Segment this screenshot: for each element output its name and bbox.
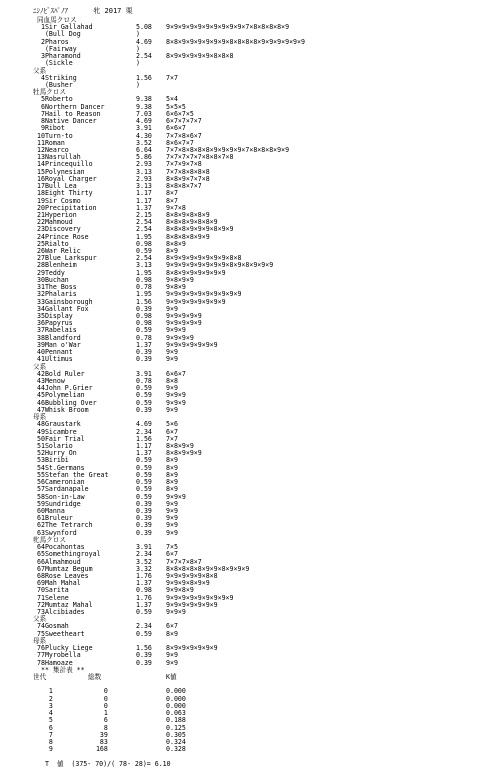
pattern-cell: 9×9×9×9×9×9×9×9×9 bbox=[166, 593, 234, 602]
value-cell: 4.69 bbox=[136, 117, 152, 126]
pattern-cell: 8×7 bbox=[166, 189, 178, 198]
pattern-cell: 8×8×9×9×9×9×9×9 bbox=[166, 268, 226, 277]
pattern-cell: 9×9 bbox=[166, 405, 178, 414]
pattern-cell: 9×9×8×9 bbox=[166, 586, 194, 595]
value-cell: 1.17 bbox=[136, 196, 152, 205]
value-cell: 0.78 bbox=[136, 377, 152, 385]
value-cell: 1.37 bbox=[136, 203, 152, 212]
pattern-cell: 9×9 bbox=[166, 384, 178, 393]
value-cell: 3.52 bbox=[136, 557, 152, 566]
entry-label: ** 集計表 ** bbox=[37, 665, 85, 674]
pattern-cell: 5×6 bbox=[166, 420, 178, 429]
value-cell: 9.38 bbox=[136, 102, 152, 111]
entry-label: 7Hail to Reason bbox=[37, 109, 101, 118]
value-cell: 1.76 bbox=[136, 571, 152, 580]
pattern-cell: 9×9×9×8×9×9 bbox=[166, 579, 210, 588]
entry-label: 43Menow bbox=[37, 377, 65, 385]
count-cell: 168 bbox=[88, 745, 108, 754]
pattern-cell: 9×9 bbox=[166, 528, 178, 537]
entry-label: 26War Relic bbox=[37, 247, 81, 256]
entry-label: (Busher bbox=[37, 80, 73, 89]
entry-label: 6Northern Dancer bbox=[37, 102, 105, 111]
value-cell: 1.56 bbox=[136, 73, 152, 82]
entry-label: 71Selene bbox=[37, 593, 69, 602]
section-label: 牝馬クロス bbox=[33, 535, 66, 544]
pattern-cell: 9×9×9 bbox=[166, 326, 186, 335]
value-cell: ) bbox=[136, 59, 140, 68]
entry-label: 72Mumtaz Mahal bbox=[37, 600, 93, 609]
pattern-cell: 9×9×9×9×9×9×9 bbox=[166, 600, 218, 609]
entry-label: (Sickle bbox=[37, 59, 73, 68]
value-cell: 0.78 bbox=[136, 333, 152, 342]
value-cell: 3.13 bbox=[136, 261, 152, 270]
entry-label: 3Pharamond bbox=[37, 52, 81, 61]
value-cell: 0.39 bbox=[136, 405, 152, 414]
pattern-cell: 7×5 bbox=[166, 543, 178, 552]
entry-label: 78Hamoaze bbox=[37, 658, 73, 667]
value-cell: 2.93 bbox=[136, 160, 152, 169]
entry-label: 6 bbox=[37, 723, 53, 732]
value-cell: 5.86 bbox=[136, 153, 152, 162]
pattern-cell: 8×8×9×7×7×8 bbox=[166, 174, 210, 183]
entry-label: 49Sicambre bbox=[37, 427, 77, 436]
value-cell: 0.39 bbox=[136, 514, 152, 523]
pattern-cell: 6×6×7×5 bbox=[166, 109, 194, 118]
count-cell: 39 bbox=[88, 730, 108, 739]
value-cell: 1.76 bbox=[136, 593, 152, 602]
entry-label: 10Turn-to bbox=[37, 131, 73, 140]
count-cell: 0 bbox=[88, 701, 108, 710]
entry-label: 40Pennant bbox=[37, 348, 73, 357]
count-cell: 総数 bbox=[88, 673, 102, 682]
entry-label: 2Pharos bbox=[37, 37, 69, 46]
value-cell: 2.54 bbox=[136, 254, 152, 263]
pattern-cell: 8×8×8×9×8×8×9 bbox=[166, 218, 218, 227]
value-cell: 1.37 bbox=[136, 579, 152, 588]
value-cell: 0.59 bbox=[136, 384, 152, 393]
entry-label: 62The Tetrarch bbox=[37, 521, 93, 530]
pattern-cell: 9×7×8 bbox=[166, 203, 186, 212]
section-label: 父系 bbox=[33, 66, 47, 75]
pattern-cell: 9×9×9×9×9×9×9×9 bbox=[166, 297, 226, 306]
entry-label: 27Blue Larkspur bbox=[37, 254, 97, 263]
value-cell: 0.98 bbox=[136, 319, 152, 328]
value-cell: 0.39 bbox=[136, 304, 152, 313]
entry-label: 68Rose Leaves bbox=[37, 571, 89, 580]
value-cell: 0.39 bbox=[136, 651, 152, 660]
value-cell: 0.59 bbox=[136, 398, 152, 407]
value-cell: 0.59 bbox=[136, 478, 152, 487]
value-cell: 2.34 bbox=[136, 550, 152, 559]
pattern-cell: 8×8×8×8×8×9×9×8×9×9×9 bbox=[166, 564, 250, 573]
entry-label: (Bull Dog bbox=[37, 30, 81, 39]
value-cell: ) bbox=[136, 30, 140, 39]
pattern-cell: 7×7 bbox=[166, 434, 178, 443]
pattern-cell: 7×7×7×8×7 bbox=[166, 557, 202, 566]
entry-label: 同血馬クロス bbox=[37, 16, 77, 24]
pattern-cell: 9×9×9 bbox=[166, 608, 186, 617]
entry-label: 16Royal Charger bbox=[37, 174, 97, 183]
entry-label: 46Bubbling Over bbox=[37, 398, 97, 407]
section-label: 母系 bbox=[33, 413, 47, 422]
entry-label: 2 bbox=[37, 694, 53, 703]
pattern-cell: 8×8×9×9×9×9×9×9×8×8×8×8×9×9×9×9×9×9 bbox=[166, 37, 305, 46]
entry-label: 36Papyrus bbox=[37, 319, 73, 328]
value-cell: 0.39 bbox=[136, 521, 152, 530]
pattern-cell: 8×9×9×9×9×9×9 bbox=[166, 644, 218, 653]
pattern-cell: 0.305 bbox=[166, 730, 186, 739]
pattern-cell: 7×7×8×8×8×8 bbox=[166, 167, 210, 176]
value-cell: 0.59 bbox=[136, 470, 152, 479]
value-cell: 1.17 bbox=[136, 189, 152, 198]
value-cell: 0.59 bbox=[136, 463, 152, 472]
entry-label: 73Alcibiades bbox=[37, 608, 85, 617]
pattern-cell: 5×4 bbox=[166, 95, 178, 104]
value-cell: ) bbox=[136, 44, 140, 53]
entry-label: 44John P.Grier bbox=[37, 384, 93, 393]
value-cell: 0.98 bbox=[136, 312, 152, 321]
pattern-cell: 8×9 bbox=[166, 629, 178, 638]
value-cell: 2.93 bbox=[136, 174, 152, 183]
value-cell: 0.59 bbox=[136, 456, 152, 465]
pattern-cell: 9×9×9×9×9×9×9 bbox=[166, 340, 218, 349]
entry-label: 42Bold Ruler bbox=[37, 369, 85, 378]
entry-label: 20Precipitation bbox=[37, 203, 97, 212]
entry-label: 33Gainsborough bbox=[37, 297, 93, 306]
pattern-cell: 0.063 bbox=[166, 709, 186, 718]
value-cell: 3.13 bbox=[136, 167, 152, 176]
entry-label: 75Sweetheart bbox=[37, 629, 85, 638]
pattern-cell: 0.125 bbox=[166, 723, 186, 732]
value-cell: 1.37 bbox=[136, 449, 152, 458]
entry-label: 8Native Dancer bbox=[37, 117, 97, 126]
pattern-cell: 6×6×7 bbox=[166, 124, 186, 133]
value-cell: 3.91 bbox=[136, 124, 152, 133]
pattern-cell: 9×9 bbox=[166, 514, 178, 523]
entry-label: 31The Boss bbox=[37, 283, 77, 292]
pattern-cell: 8×9×9×9×9×9×9×9×8×8 bbox=[166, 254, 242, 263]
value-cell: 2.34 bbox=[136, 622, 152, 631]
entry-label: 65Somethingroyal bbox=[37, 550, 101, 559]
pattern-cell: 0.188 bbox=[166, 716, 186, 725]
pattern-cell: 8×6×7×7 bbox=[166, 138, 194, 147]
value-cell: 3.13 bbox=[136, 182, 152, 191]
value-cell: 3.91 bbox=[136, 369, 152, 378]
pattern-cell: 5×5×5 bbox=[166, 102, 186, 111]
entry-label: 21Hyperion bbox=[37, 210, 77, 219]
entry-label: 1 bbox=[37, 687, 53, 696]
pattern-cell: 0.328 bbox=[166, 745, 186, 754]
pattern-cell: 0.324 bbox=[166, 738, 186, 746]
entry-label: 63Swynford bbox=[37, 528, 77, 537]
section-label: 牡馬クロス bbox=[33, 88, 66, 97]
pattern-cell: 0.000 bbox=[166, 694, 186, 703]
value-cell: 0.39 bbox=[136, 355, 152, 364]
entry-label: (Fairway bbox=[37, 44, 77, 53]
pattern-cell: 9×8×9 bbox=[166, 283, 186, 292]
pattern-cell: 9×9×9 bbox=[166, 391, 186, 400]
value-cell: 2.54 bbox=[136, 225, 152, 234]
value-cell: 4.30 bbox=[136, 131, 152, 140]
entry-label: 38Blandford bbox=[37, 333, 81, 342]
entry-label: 15Polynesian bbox=[37, 167, 85, 176]
pattern-cell: 8×7 bbox=[166, 196, 178, 205]
entry-label: 77Myrobella bbox=[37, 651, 81, 660]
value-cell: 1.37 bbox=[136, 600, 152, 609]
count-cell: 0 bbox=[88, 694, 108, 703]
value-cell: 3.32 bbox=[136, 564, 152, 573]
pattern-cell: 6×7 bbox=[166, 622, 178, 631]
entry-label: 29Teddy bbox=[37, 268, 65, 277]
pattern-cell: 6×7 bbox=[166, 550, 178, 559]
entry-label: 59Sundridge bbox=[37, 499, 81, 508]
entry-label: 39Man o'War bbox=[37, 340, 81, 349]
value-cell: 5.08 bbox=[136, 23, 152, 32]
entry-label: 52Hurry On bbox=[37, 449, 77, 458]
value-cell: 7.03 bbox=[136, 109, 152, 118]
horse-name: ﾆｼﾉﾋﾞｽﾊﾟﾉｱ bbox=[33, 7, 68, 15]
value-cell: 3.91 bbox=[136, 543, 152, 552]
entry-label: 13Nasrullah bbox=[37, 153, 81, 162]
pattern-cell: 9×9×9 bbox=[166, 492, 186, 501]
value-cell: 0.39 bbox=[136, 499, 152, 508]
value-cell: 0.59 bbox=[136, 492, 152, 501]
value-cell: 3.52 bbox=[136, 138, 152, 147]
value-cell: ) bbox=[136, 80, 140, 89]
value-cell: 6.64 bbox=[136, 145, 152, 154]
pattern-cell: 8×8×8×9×9×9×8×9×9 bbox=[166, 225, 234, 234]
value-cell: 0.98 bbox=[136, 275, 152, 284]
value-cell: 0.98 bbox=[136, 586, 152, 595]
value-cell: 9.38 bbox=[136, 95, 152, 104]
pattern-cell: 8×9 bbox=[166, 470, 178, 479]
pattern-cell: 9×9×9×9×9×8×8 bbox=[166, 571, 218, 580]
entry-label: 28Blenheim bbox=[37, 261, 77, 270]
entry-label: 45Polymelian bbox=[37, 391, 85, 400]
entry-label: 51Solario bbox=[37, 441, 73, 450]
value-cell: 0.59 bbox=[136, 326, 152, 335]
entry-label: 25Rialto bbox=[37, 239, 69, 248]
pattern-cell: 9×9 bbox=[166, 348, 178, 357]
pattern-cell: 8×8×8×7×7 bbox=[166, 182, 202, 191]
entry-label: 57Sardanapale bbox=[37, 485, 89, 494]
pattern-cell: 8×8 bbox=[166, 377, 178, 385]
value-cell: 1.17 bbox=[136, 441, 152, 450]
value-cell: 2.34 bbox=[136, 427, 152, 436]
entry-label: 9 bbox=[37, 745, 53, 754]
entry-label: 53Biribi bbox=[37, 456, 69, 465]
entry-label: 17Bull Lea bbox=[37, 182, 77, 191]
entry-label: 5Roberto bbox=[37, 95, 73, 104]
section-label: 父系 bbox=[33, 362, 47, 371]
value-cell: 0.39 bbox=[136, 348, 152, 357]
value-cell: 1.95 bbox=[136, 232, 152, 241]
value-cell: 0.59 bbox=[136, 247, 152, 256]
horse-header bbox=[33, 6, 133, 16]
entry-label: 14Princequillo bbox=[37, 160, 93, 169]
entry-label: 58Son-in-Law bbox=[37, 492, 85, 501]
value-cell: 0.39 bbox=[136, 506, 152, 515]
entry-label: 37Rabelais bbox=[37, 326, 77, 335]
pattern-cell: 8×9 bbox=[166, 247, 178, 256]
pattern-cell: 9×9×9×9×9×9×9×9×8×9×8×9×9×9 bbox=[166, 261, 274, 270]
entry-label: 5 bbox=[37, 716, 53, 725]
entry-label: 3 bbox=[37, 701, 53, 710]
pattern-cell: 9×9 bbox=[166, 506, 178, 515]
entry-label: 30Buchan bbox=[37, 275, 69, 284]
entry-label: 54St.Germans bbox=[37, 463, 85, 472]
section-label: 父系 bbox=[33, 615, 47, 624]
value-cell: 4.69 bbox=[136, 37, 152, 46]
horse-info: 牝 2017 栗 bbox=[93, 7, 133, 15]
value-cell: 0.59 bbox=[136, 629, 152, 638]
entry-label: 64Pocahontas bbox=[37, 543, 85, 552]
entry-label: 1Sir Gallahad bbox=[37, 23, 93, 32]
value-cell: 1.56 bbox=[136, 434, 152, 443]
entry-label: 35Display bbox=[37, 312, 73, 321]
entry-label: 48Graustark bbox=[37, 420, 81, 429]
count-cell: 1 bbox=[88, 709, 108, 718]
entry-label: 4Striking bbox=[37, 73, 77, 82]
value-cell: 2.15 bbox=[136, 210, 152, 219]
pattern-cell: 0.000 bbox=[166, 701, 186, 710]
entry-label: 50Fair Trial bbox=[37, 434, 85, 443]
entry-label: 4 bbox=[37, 709, 53, 718]
entry-label: 12Nearco bbox=[37, 145, 69, 154]
pattern-cell: 8×9 bbox=[166, 456, 178, 465]
section-label: 母系 bbox=[33, 636, 47, 645]
pattern-cell: 9×9×9×9×9×9×9×9×9×9×7×8×8×8×8×9 bbox=[166, 23, 290, 32]
entry-label: 9Ribot bbox=[37, 124, 65, 133]
entry-label: 22Mahmoud bbox=[37, 218, 73, 227]
entry-label: 19Sir Cosmo bbox=[37, 196, 81, 205]
pattern-cell: 7×7 bbox=[166, 73, 178, 82]
pattern-cell: 7×7×8×8×8×8×9×9×9×9×7×8×8×8×9×9 bbox=[166, 145, 290, 154]
pattern-cell: 9×9 bbox=[166, 499, 178, 508]
entry-label: 56Cameronian bbox=[37, 478, 85, 487]
entry-label: 7 bbox=[37, 730, 53, 739]
entry-label: 66Almahmoud bbox=[37, 557, 81, 566]
pattern-cell: 0.000 bbox=[166, 687, 186, 696]
pattern-cell: 7×7×8×6×7 bbox=[166, 131, 202, 140]
value-cell: 0.78 bbox=[136, 283, 152, 292]
pattern-cell: 9×9×9×9×9 bbox=[166, 312, 202, 321]
entry-label: 69Mah Mahal bbox=[37, 579, 81, 588]
entry-label: 74Gosmah bbox=[37, 622, 69, 631]
value-cell: 0.59 bbox=[136, 391, 152, 400]
entry-label: 67Mumtaz Begum bbox=[37, 564, 93, 573]
pattern-cell: 7×7×9×7×8 bbox=[166, 160, 202, 169]
entry-label: 41Ultimus bbox=[37, 355, 73, 364]
pattern-cell: 6×7×7×7×7 bbox=[166, 117, 202, 126]
value-cell: 0.39 bbox=[136, 528, 152, 537]
value-cell: 0.39 bbox=[136, 658, 152, 667]
entry-label: 23Discovery bbox=[37, 225, 81, 234]
entry-label: 18Eight Thirty bbox=[37, 189, 93, 198]
count-cell: 8 bbox=[88, 723, 108, 732]
entry-label: 61Bruleur bbox=[37, 514, 73, 523]
pattern-cell: 7×7×7×7×7×8×8×7×8 bbox=[166, 153, 234, 162]
entry-label: T 値 (375- 70)/( 78- 28)= 6.10 bbox=[37, 759, 171, 768]
entry-label: 24Prince Rose bbox=[37, 232, 89, 241]
count-cell: 0 bbox=[88, 687, 108, 696]
pattern-cell: 8×9×9×9×9×9×8×8×8 bbox=[166, 52, 234, 61]
count-cell: 6 bbox=[88, 716, 108, 725]
value-cell: 0.59 bbox=[136, 485, 152, 494]
value-cell: 1.56 bbox=[136, 297, 152, 306]
entry-label: 34Gallant Fox bbox=[37, 304, 89, 313]
value-cell: 0.59 bbox=[136, 608, 152, 617]
pattern-cell: 8×8×9×9×9 bbox=[166, 449, 202, 458]
entry-label: 76Plucky Liege bbox=[37, 644, 93, 653]
value-cell: 1.37 bbox=[136, 340, 152, 349]
value-cell: 4.69 bbox=[136, 420, 152, 429]
pattern-cell: 9×9 bbox=[166, 355, 178, 364]
pattern-cell: 9×9×9×9×9×9×9×9×9×9 bbox=[166, 290, 242, 299]
pattern-cell: K値 bbox=[166, 673, 177, 682]
entry-label: 32Phalaris bbox=[37, 290, 77, 299]
pattern-cell: 9×9 bbox=[166, 658, 178, 667]
pattern-cell: 9×9×9 bbox=[166, 398, 186, 407]
pattern-cell: 8×9 bbox=[166, 463, 178, 472]
value-cell: 1.95 bbox=[136, 290, 152, 299]
value-cell: 1.56 bbox=[136, 644, 152, 653]
pattern-cell: 9×8×9×9 bbox=[166, 275, 194, 284]
entry-label: 11Roman bbox=[37, 138, 65, 147]
entry-label: 47Whisk Broom bbox=[37, 405, 89, 414]
pattern-cell: 8×8×9 bbox=[166, 239, 186, 248]
section-label: 世代 bbox=[33, 673, 47, 682]
value-cell: 0.98 bbox=[136, 239, 152, 248]
pattern-cell: 6×6×7 bbox=[166, 369, 186, 378]
pattern-cell: 8×9 bbox=[166, 485, 178, 494]
pattern-cell: 6×7 bbox=[166, 427, 178, 436]
entry-label: 8 bbox=[37, 738, 53, 746]
entry-label: 60Manna bbox=[37, 506, 65, 515]
value-cell: 1.95 bbox=[136, 268, 152, 277]
count-cell: 83 bbox=[88, 738, 108, 746]
entry-label: 70Sarita bbox=[37, 586, 69, 595]
pattern-cell: 9×9 bbox=[166, 304, 178, 313]
pattern-cell: 8×8×9×9 bbox=[166, 441, 194, 450]
pattern-cell: 9×9×9×9 bbox=[166, 333, 194, 342]
pattern-cell: 8×8×8×8×9×9 bbox=[166, 232, 210, 241]
pattern-cell: 9×9 bbox=[166, 651, 178, 660]
pattern-cell: 8×8×9×8×8×9 bbox=[166, 210, 210, 219]
value-cell: 2.54 bbox=[136, 52, 152, 61]
pattern-cell: 9×9 bbox=[166, 521, 178, 530]
entry-label: 55Stefan the Great bbox=[37, 470, 109, 479]
pattern-cell: 9×9×9×9×9 bbox=[166, 319, 202, 328]
value-cell: 2.54 bbox=[136, 218, 152, 227]
pattern-cell: 8×9 bbox=[166, 478, 178, 487]
